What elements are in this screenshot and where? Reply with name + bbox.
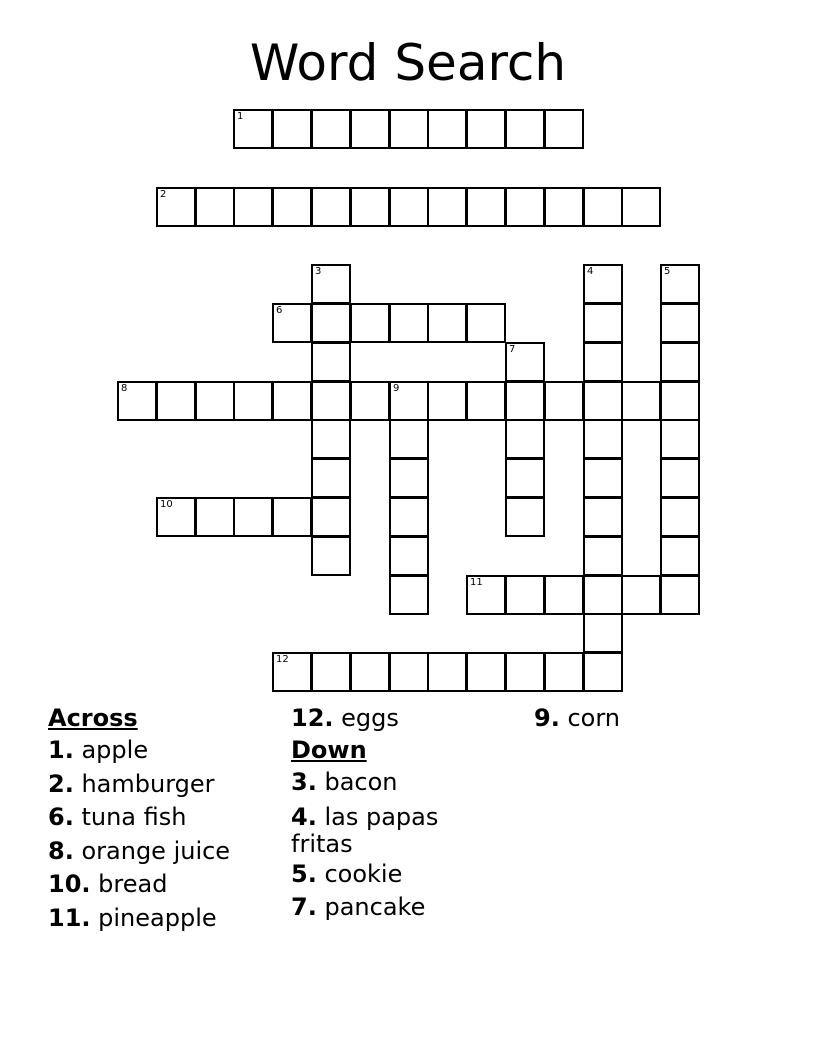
grid-cell[interactable] xyxy=(660,497,700,537)
clue-across-11: 11. pineapple xyxy=(48,903,217,932)
grid-cell[interactable] xyxy=(505,381,545,421)
clue-number: 3 xyxy=(315,266,322,277)
grid-cell[interactable] xyxy=(156,187,196,227)
clue-number: 7 xyxy=(509,344,516,355)
grid-cell[interactable] xyxy=(544,109,584,149)
grid-cell[interactable] xyxy=(544,575,584,615)
grid-cell[interactable] xyxy=(583,497,623,537)
clue-across-1: 1. apple xyxy=(48,736,149,764)
grid-cell[interactable] xyxy=(272,109,312,149)
clue-number: 1 xyxy=(237,111,244,122)
grid-cell[interactable] xyxy=(389,419,429,459)
grid-cell[interactable] xyxy=(505,652,545,692)
grid-cell[interactable] xyxy=(311,419,351,459)
grid-cell[interactable] xyxy=(350,381,390,421)
grid-cell[interactable] xyxy=(427,381,467,421)
grid-cell[interactable] xyxy=(583,419,623,459)
grid-cell[interactable] xyxy=(233,109,273,149)
clue-number: 9 xyxy=(393,383,400,394)
grid-cell[interactable] xyxy=(311,458,351,498)
clue-number: 5 xyxy=(664,266,671,277)
clues-across-column xyxy=(48,702,230,935)
clue-down-4: 4. las papas fritas xyxy=(291,802,439,858)
page-title: Word Search xyxy=(249,34,567,92)
grid-cell[interactable] xyxy=(233,381,273,421)
grid-cell[interactable] xyxy=(505,109,545,149)
grid-cell[interactable] xyxy=(311,264,351,304)
grid-cell[interactable] xyxy=(583,342,623,382)
grid-cell[interactable] xyxy=(156,381,196,421)
grid-cell[interactable] xyxy=(660,536,700,576)
grid-cell[interactable] xyxy=(583,303,623,343)
grid-cell[interactable] xyxy=(389,109,429,149)
grid-cell[interactable] xyxy=(311,187,351,227)
clues-middle-column xyxy=(291,702,438,925)
clue-across-10: 10. bread xyxy=(48,870,168,898)
grid-cell[interactable] xyxy=(389,303,429,343)
grid-cell[interactable] xyxy=(195,381,235,421)
grid-cell[interactable] xyxy=(272,303,312,343)
grid-cell[interactable] xyxy=(466,109,506,149)
grid-cell[interactable] xyxy=(389,187,429,227)
grid-cell[interactable] xyxy=(660,342,700,382)
grid-cell[interactable] xyxy=(233,497,273,537)
grid-cell[interactable] xyxy=(350,109,390,149)
grid-cell[interactable] xyxy=(272,497,312,537)
grid-cell[interactable] xyxy=(660,264,700,304)
grid-cell[interactable] xyxy=(117,381,157,421)
grid-cell[interactable] xyxy=(195,497,235,537)
grid-cell[interactable] xyxy=(311,342,351,382)
clue-across-2: 2. hamburger xyxy=(48,769,215,798)
grid-cell[interactable] xyxy=(466,575,506,615)
grid-cell[interactable] xyxy=(272,187,312,227)
grid-cell[interactable] xyxy=(195,187,235,227)
grid-cell[interactable] xyxy=(544,652,584,692)
down-heading: Down xyxy=(291,736,367,764)
grid-cell[interactable] xyxy=(466,652,506,692)
clue-down-9: 9. corn xyxy=(534,704,621,732)
clue-across-12: 12. eggs xyxy=(291,704,399,732)
clue-across-8: 8. orange juice xyxy=(48,836,231,865)
grid-cell[interactable] xyxy=(621,575,661,615)
clues-right-column xyxy=(534,702,620,734)
grid-cell[interactable] xyxy=(660,303,700,343)
clue-down-5: 5. cookie xyxy=(291,859,403,888)
grid-cell[interactable] xyxy=(311,652,351,692)
grid-cell[interactable] xyxy=(621,187,661,227)
clue-down-7: 7. pancake xyxy=(291,893,426,921)
clue-number: 2 xyxy=(160,189,167,200)
grid-cell[interactable] xyxy=(389,536,429,576)
grid-cell[interactable] xyxy=(583,536,623,576)
clue-number: 12 xyxy=(276,654,289,665)
grid-cell[interactable] xyxy=(544,381,584,421)
clue-number: 6 xyxy=(276,305,283,316)
grid-cell[interactable] xyxy=(621,381,661,421)
grid-cell[interactable] xyxy=(505,497,545,537)
grid-cell[interactable] xyxy=(583,652,623,692)
grid-cell[interactable] xyxy=(544,187,584,227)
grid-cell[interactable] xyxy=(583,613,623,653)
grid-cell[interactable] xyxy=(427,109,467,149)
grid-cell[interactable] xyxy=(427,652,467,692)
grid-cell[interactable] xyxy=(272,652,312,692)
grid-cell[interactable] xyxy=(505,342,545,382)
grid-cell[interactable] xyxy=(311,536,351,576)
grid-cell[interactable] xyxy=(583,458,623,498)
grid-cell[interactable] xyxy=(505,575,545,615)
clue-number: 10 xyxy=(160,499,173,510)
grid-cell[interactable] xyxy=(389,458,429,498)
grid-cell[interactable] xyxy=(505,419,545,459)
grid-cell[interactable] xyxy=(311,303,351,343)
grid-cell[interactable] xyxy=(583,187,623,227)
grid-cell[interactable] xyxy=(156,497,196,537)
grid-cell[interactable] xyxy=(427,303,467,343)
grid-cell[interactable] xyxy=(311,109,351,149)
grid-cell[interactable] xyxy=(233,187,273,227)
grid-cell[interactable] xyxy=(466,303,506,343)
grid-cell[interactable] xyxy=(350,303,390,343)
grid-cell[interactable] xyxy=(583,575,623,615)
grid-cell[interactable] xyxy=(505,187,545,227)
grid-cell[interactable] xyxy=(660,458,700,498)
grid-cell[interactable] xyxy=(427,187,467,227)
grid-cell[interactable] xyxy=(466,381,506,421)
grid-cell[interactable] xyxy=(660,419,700,459)
clue-number: 4 xyxy=(587,266,594,277)
grid-cell[interactable] xyxy=(311,497,351,537)
grid-cell[interactable] xyxy=(466,187,506,227)
grid-cell[interactable] xyxy=(583,264,623,304)
grid-cell[interactable] xyxy=(272,381,312,421)
grid-cell[interactable] xyxy=(350,652,390,692)
grid-cell[interactable] xyxy=(389,575,429,615)
grid-cell[interactable] xyxy=(389,381,429,421)
grid-cell[interactable] xyxy=(350,187,390,227)
clue-across-6: 6. tuna fish xyxy=(48,803,187,831)
clue-number: 11 xyxy=(470,577,483,588)
grid-cell[interactable] xyxy=(505,458,545,498)
across-heading: Across xyxy=(48,704,138,732)
grid-cell[interactable] xyxy=(389,652,429,692)
grid-cell[interactable] xyxy=(311,381,351,421)
grid-cell[interactable] xyxy=(660,575,700,615)
grid-cell[interactable] xyxy=(660,381,700,421)
clue-down-3: 3. bacon xyxy=(291,768,398,796)
clue-number: 8 xyxy=(121,383,128,394)
grid-cell[interactable] xyxy=(389,497,429,537)
grid-cell[interactable] xyxy=(583,381,623,421)
